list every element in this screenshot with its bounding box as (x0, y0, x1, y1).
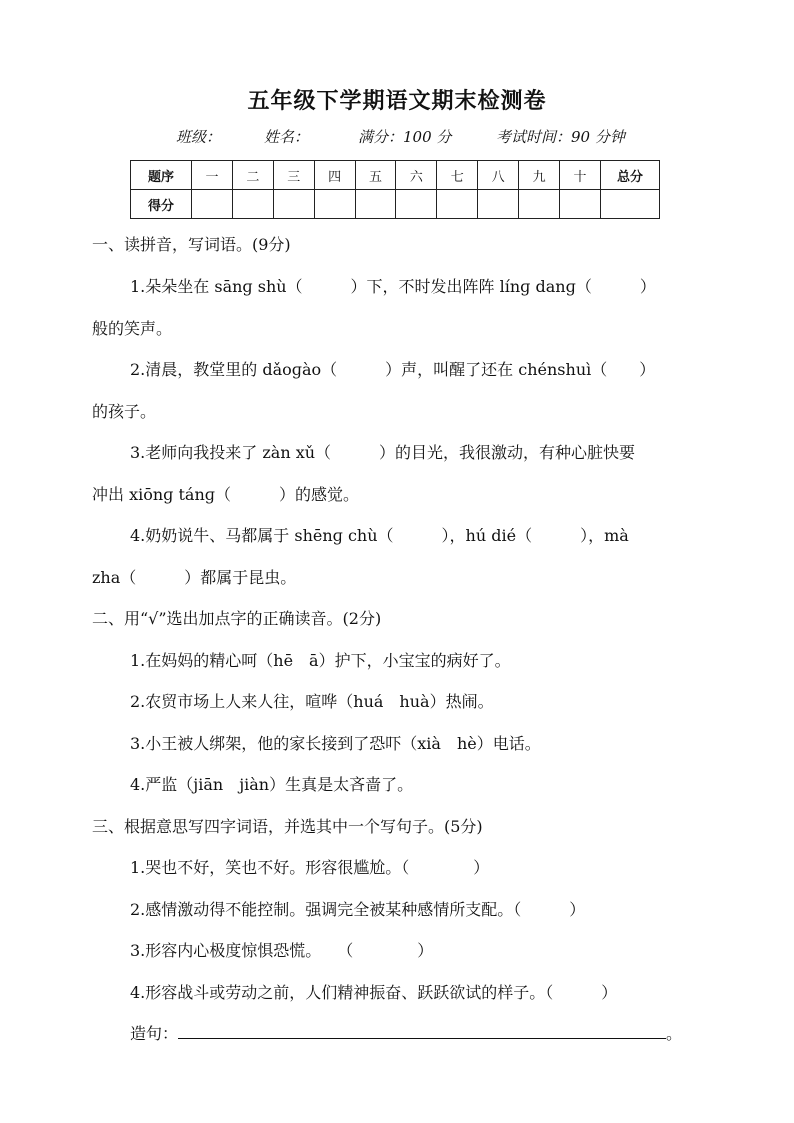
page-title: 五年级下学期语文期末检测卷 (247, 88, 547, 114)
question-1-2: 2.清晨，教堂里的 dǎoɡào（ ）声，叫醒了还在 chénshuì（ ） (130, 360, 656, 379)
score-cell[interactable] (232, 190, 273, 219)
question-1-1-cont: 般的笑声。 (92, 319, 173, 338)
score-cell[interactable] (437, 190, 478, 219)
sentence-end: 。 (666, 1024, 683, 1043)
score-cell[interactable] (192, 190, 233, 219)
score-cell[interactable] (560, 190, 601, 219)
score-table-col: 三 (273, 161, 314, 190)
question-1-3-cont: 冲出 xiōnɡ tánɡ（ ）的感觉。 (92, 485, 360, 504)
score-table (130, 160, 660, 219)
score-table-col: 十 (560, 161, 601, 190)
question-3-4: 4.形容战斗或劳动之前，人们精神振奋、跃跃欲试的样子。（ ） (130, 983, 618, 1002)
score-table-col: 四 (314, 161, 355, 190)
question-1-1: 1.朵朵坐在 sānɡ shù（ ）下，不时发出阵阵 línɡ danɡ（ ） (130, 277, 656, 296)
score-table-col: 五 (355, 161, 396, 190)
question-1-4-cont: zha（ ）都属于昆虫。 (92, 568, 297, 587)
section-3-heading: 三、根据意思写四字词语，并选其中一个写句子。(5分) (92, 817, 483, 836)
section-2-heading: 二、用“√”选出加点字的正确读音。(2分) (92, 609, 382, 628)
question-1-3: 3.老师向我投来了 zàn xǔ（ ）的目光，我很激动，有种心脏快要 (130, 443, 636, 462)
score-table-col: 六 (396, 161, 437, 190)
full-score-label: 满分：100 分 (358, 128, 452, 146)
sentence-label: 造句： (130, 1024, 179, 1043)
sentence-answer-line[interactable] (178, 1024, 666, 1039)
score-table-col: 八 (478, 161, 519, 190)
score-cell[interactable] (478, 190, 519, 219)
score-table-row-header: 得分 (131, 190, 192, 219)
exam-time-label: 考试时间：90 分钟 (496, 128, 625, 146)
question-2-1: 1.在妈妈的精心呵（hē ā）护下，小宝宝的病好了。 (130, 651, 511, 670)
score-cell[interactable] (355, 190, 396, 219)
score-cell[interactable] (601, 190, 660, 219)
score-table-score-row (131, 190, 660, 219)
class-label: 班级： (176, 128, 222, 146)
score-table-col: 九 (519, 161, 560, 190)
name-label: 姓名： (264, 128, 310, 146)
question-1-4: 4.奶奶说牛、马都属于 shēnɡ chù（ ），hú dié（ ），mà (130, 526, 629, 545)
score-cell[interactable] (273, 190, 314, 219)
score-table-total: 总分 (601, 161, 660, 190)
question-2-3: 3.小王被人绑架，他的家长接到了恐吓（xià hè）电话。 (130, 734, 541, 753)
question-3-2: 2.感情激动得不能控制。强调完全被某种感情所支配。（ ） (130, 900, 586, 919)
score-table-col: 二 (232, 161, 273, 190)
question-3-3: 3.形容内心极度惊惧恐慌。 （ ） (130, 941, 434, 960)
score-cell[interactable] (396, 190, 437, 219)
score-cell[interactable] (519, 190, 560, 219)
score-table-col: 一 (192, 161, 233, 190)
section-1-heading: 一、读拼音，写词语。(9分) (92, 235, 291, 254)
question-3-1: 1.哭也不好，笑也不好。形容很尴尬。（ ） (130, 858, 490, 877)
score-table-header-row (131, 161, 660, 190)
question-1-2-cont: 的孩子。 (92, 402, 157, 421)
score-cell[interactable] (314, 190, 355, 219)
sentence-line (130, 1021, 682, 1044)
score-table-col: 七 (437, 161, 478, 190)
question-2-4: 4.严监（jiān jiàn）生真是太吝啬了。 (130, 775, 414, 794)
score-table-row-header: 题序 (131, 161, 192, 190)
question-2-2: 2.农贸市场上人来人往，喧哗（huá huà）热闹。 (130, 692, 494, 711)
